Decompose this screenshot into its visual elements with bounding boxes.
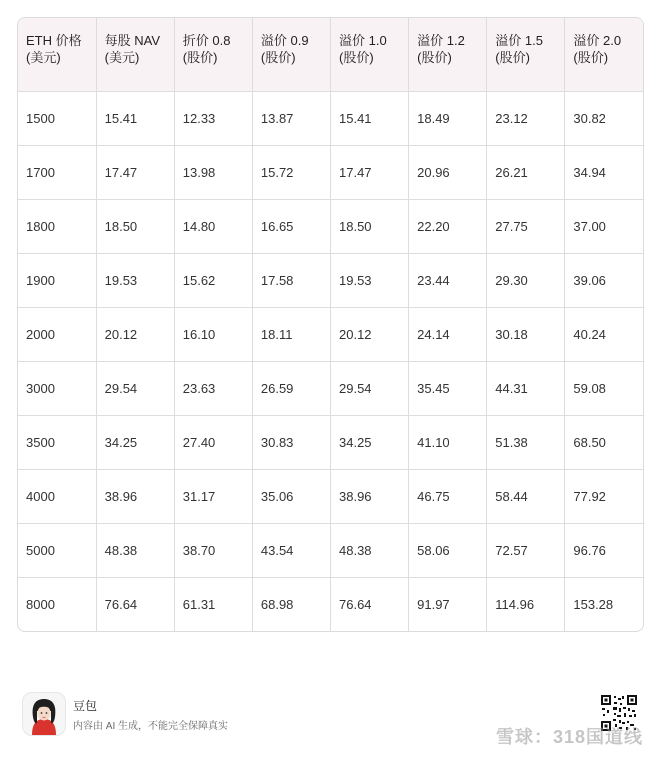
table-cell: 29.54 xyxy=(96,361,174,415)
table-cell: 114.96 xyxy=(487,577,565,631)
header-premium-1-5 xyxy=(487,18,565,91)
table-cell: 27.75 xyxy=(487,199,565,253)
table-cell: 34.25 xyxy=(96,415,174,469)
header-nav-per-share xyxy=(96,18,174,91)
header-discount-0-8 xyxy=(174,18,252,91)
table-cell: 35.45 xyxy=(409,361,487,415)
table-cell: 68.50 xyxy=(565,415,643,469)
table-cell: 23.12 xyxy=(487,91,565,145)
cell-eth-price: 3000 xyxy=(18,361,96,415)
table-body xyxy=(18,91,643,631)
table-row xyxy=(18,91,643,145)
header-line: (美元) xyxy=(104,50,140,65)
table-cell: 20.12 xyxy=(96,307,174,361)
table-cell: 17.47 xyxy=(96,145,174,199)
table-cell: 19.53 xyxy=(96,253,174,307)
table-header-row xyxy=(18,18,643,91)
header-premium-2-0 xyxy=(565,18,643,91)
table-cell: 13.87 xyxy=(252,91,330,145)
table-cell: 23.44 xyxy=(409,253,487,307)
table-cell: 44.31 xyxy=(487,361,565,415)
header-line: (股价) xyxy=(573,50,609,65)
table-row xyxy=(18,361,643,415)
header-premium-0-9 xyxy=(252,18,330,91)
table-cell: 29.30 xyxy=(487,253,565,307)
table-cell: 61.31 xyxy=(174,577,252,631)
cell-eth-price: 5000 xyxy=(18,523,96,577)
cell-eth-price: 8000 xyxy=(18,577,96,631)
cell-eth-price: 1900 xyxy=(18,253,96,307)
cell-eth-price: 2000 xyxy=(18,307,96,361)
table-cell: 22.20 xyxy=(409,199,487,253)
table-cell: 30.83 xyxy=(252,415,330,469)
table-cell: 59.08 xyxy=(565,361,643,415)
table-cell: 58.06 xyxy=(409,523,487,577)
table-cell: 37.00 xyxy=(565,199,643,253)
table-cell: 30.82 xyxy=(565,91,643,145)
table-cell: 30.18 xyxy=(487,307,565,361)
table-cell: 48.38 xyxy=(96,523,174,577)
table-cell: 38.96 xyxy=(331,469,409,523)
table-cell: 17.47 xyxy=(331,145,409,199)
table-cell: 18.49 xyxy=(409,91,487,145)
table-cell: 20.12 xyxy=(331,307,409,361)
table-cell: 24.14 xyxy=(409,307,487,361)
table-cell: 43.54 xyxy=(252,523,330,577)
table-cell: 76.64 xyxy=(96,577,174,631)
header-line: 溢价 1.0 xyxy=(339,33,387,48)
cell-eth-price: 1700 xyxy=(18,145,96,199)
table-cell: 18.50 xyxy=(331,199,409,253)
header-line: 折价 0.8 xyxy=(182,33,231,48)
table-cell: 13.98 xyxy=(174,145,252,199)
table-cell: 26.21 xyxy=(487,145,565,199)
table-row xyxy=(18,307,643,361)
header-line: ETH 价格 xyxy=(26,33,82,48)
header-premium-1-2 xyxy=(409,18,487,91)
cell-eth-price: 4000 xyxy=(18,469,96,523)
data-table-container xyxy=(17,17,644,632)
header-line: 溢价 0.9 xyxy=(260,33,309,48)
brand-name: 豆包 xyxy=(73,699,98,713)
table-cell: 18.50 xyxy=(96,199,174,253)
header-line: (股价) xyxy=(260,50,296,65)
table-cell: 58.44 xyxy=(487,469,565,523)
avatar-girl-icon xyxy=(22,692,66,736)
table-row xyxy=(18,253,643,307)
header-line: (股价) xyxy=(495,50,530,65)
table-cell: 38.70 xyxy=(174,523,252,577)
header-line: (股价) xyxy=(417,50,452,65)
header-line: 溢价 1.2 xyxy=(417,33,465,48)
table-cell: 15.62 xyxy=(174,253,252,307)
eth-nav-table xyxy=(18,18,643,631)
table-cell: 46.75 xyxy=(409,469,487,523)
table-cell: 16.65 xyxy=(252,199,330,253)
table-cell: 39.06 xyxy=(565,253,643,307)
header-premium-1-0 xyxy=(331,18,409,91)
table-cell: 34.94 xyxy=(565,145,643,199)
table-cell: 14.80 xyxy=(174,199,252,253)
table-cell: 96.76 xyxy=(565,523,643,577)
header-line: (美元) xyxy=(26,50,61,65)
table-row xyxy=(18,415,643,469)
header-eth-price xyxy=(18,18,96,91)
table-cell: 77.92 xyxy=(565,469,643,523)
cell-eth-price: 1800 xyxy=(18,199,96,253)
header-line: (股价) xyxy=(339,50,374,65)
table-cell: 38.96 xyxy=(96,469,174,523)
table-row xyxy=(18,577,643,631)
table-row xyxy=(18,145,643,199)
table-cell: 41.10 xyxy=(409,415,487,469)
cell-eth-price: 3500 xyxy=(18,415,96,469)
table-cell: 72.57 xyxy=(487,523,565,577)
table-cell: 15.72 xyxy=(252,145,330,199)
table-row xyxy=(18,199,643,253)
table-cell: 12.33 xyxy=(174,91,252,145)
table-cell: 17.58 xyxy=(252,253,330,307)
table-cell: 23.63 xyxy=(174,361,252,415)
table-cell: 31.17 xyxy=(174,469,252,523)
table-cell: 35.06 xyxy=(252,469,330,523)
table-cell: 20.96 xyxy=(409,145,487,199)
table-cell: 34.25 xyxy=(331,415,409,469)
table-row xyxy=(18,469,643,523)
table-cell: 153.28 xyxy=(573,596,614,612)
table-cell: 68.98 xyxy=(252,577,330,631)
ai-disclaimer: 内容由 AI 生成，不能完全保障真实 xyxy=(73,721,229,732)
table-row xyxy=(18,523,643,577)
table-cell: 48.38 xyxy=(331,523,409,577)
table-cell: 29.54 xyxy=(331,361,409,415)
table-cell: 26.59 xyxy=(252,361,330,415)
table-cell: 15.41 xyxy=(331,91,409,145)
header-line: 每股 NAV xyxy=(104,33,161,48)
table-cell: 76.64 xyxy=(331,577,409,631)
table-cell: 91.97 xyxy=(409,577,487,631)
table-cell: 18.11 xyxy=(252,307,330,361)
table-cell: 27.40 xyxy=(174,415,252,469)
cell-eth-price: 1500 xyxy=(18,91,96,145)
table-cell: 40.24 xyxy=(565,307,643,361)
xueqiu-watermark: 雪球：318国道线 xyxy=(496,727,644,747)
table-cell: 51.38 xyxy=(487,415,565,469)
header-line: (股价) xyxy=(182,50,218,65)
table-cell: 15.41 xyxy=(96,91,174,145)
table-cell: 16.10 xyxy=(174,307,252,361)
header-line: 溢价 2.0 xyxy=(573,33,622,48)
table-cell: 19.53 xyxy=(331,253,409,307)
header-line: 溢价 1.5 xyxy=(495,33,543,48)
